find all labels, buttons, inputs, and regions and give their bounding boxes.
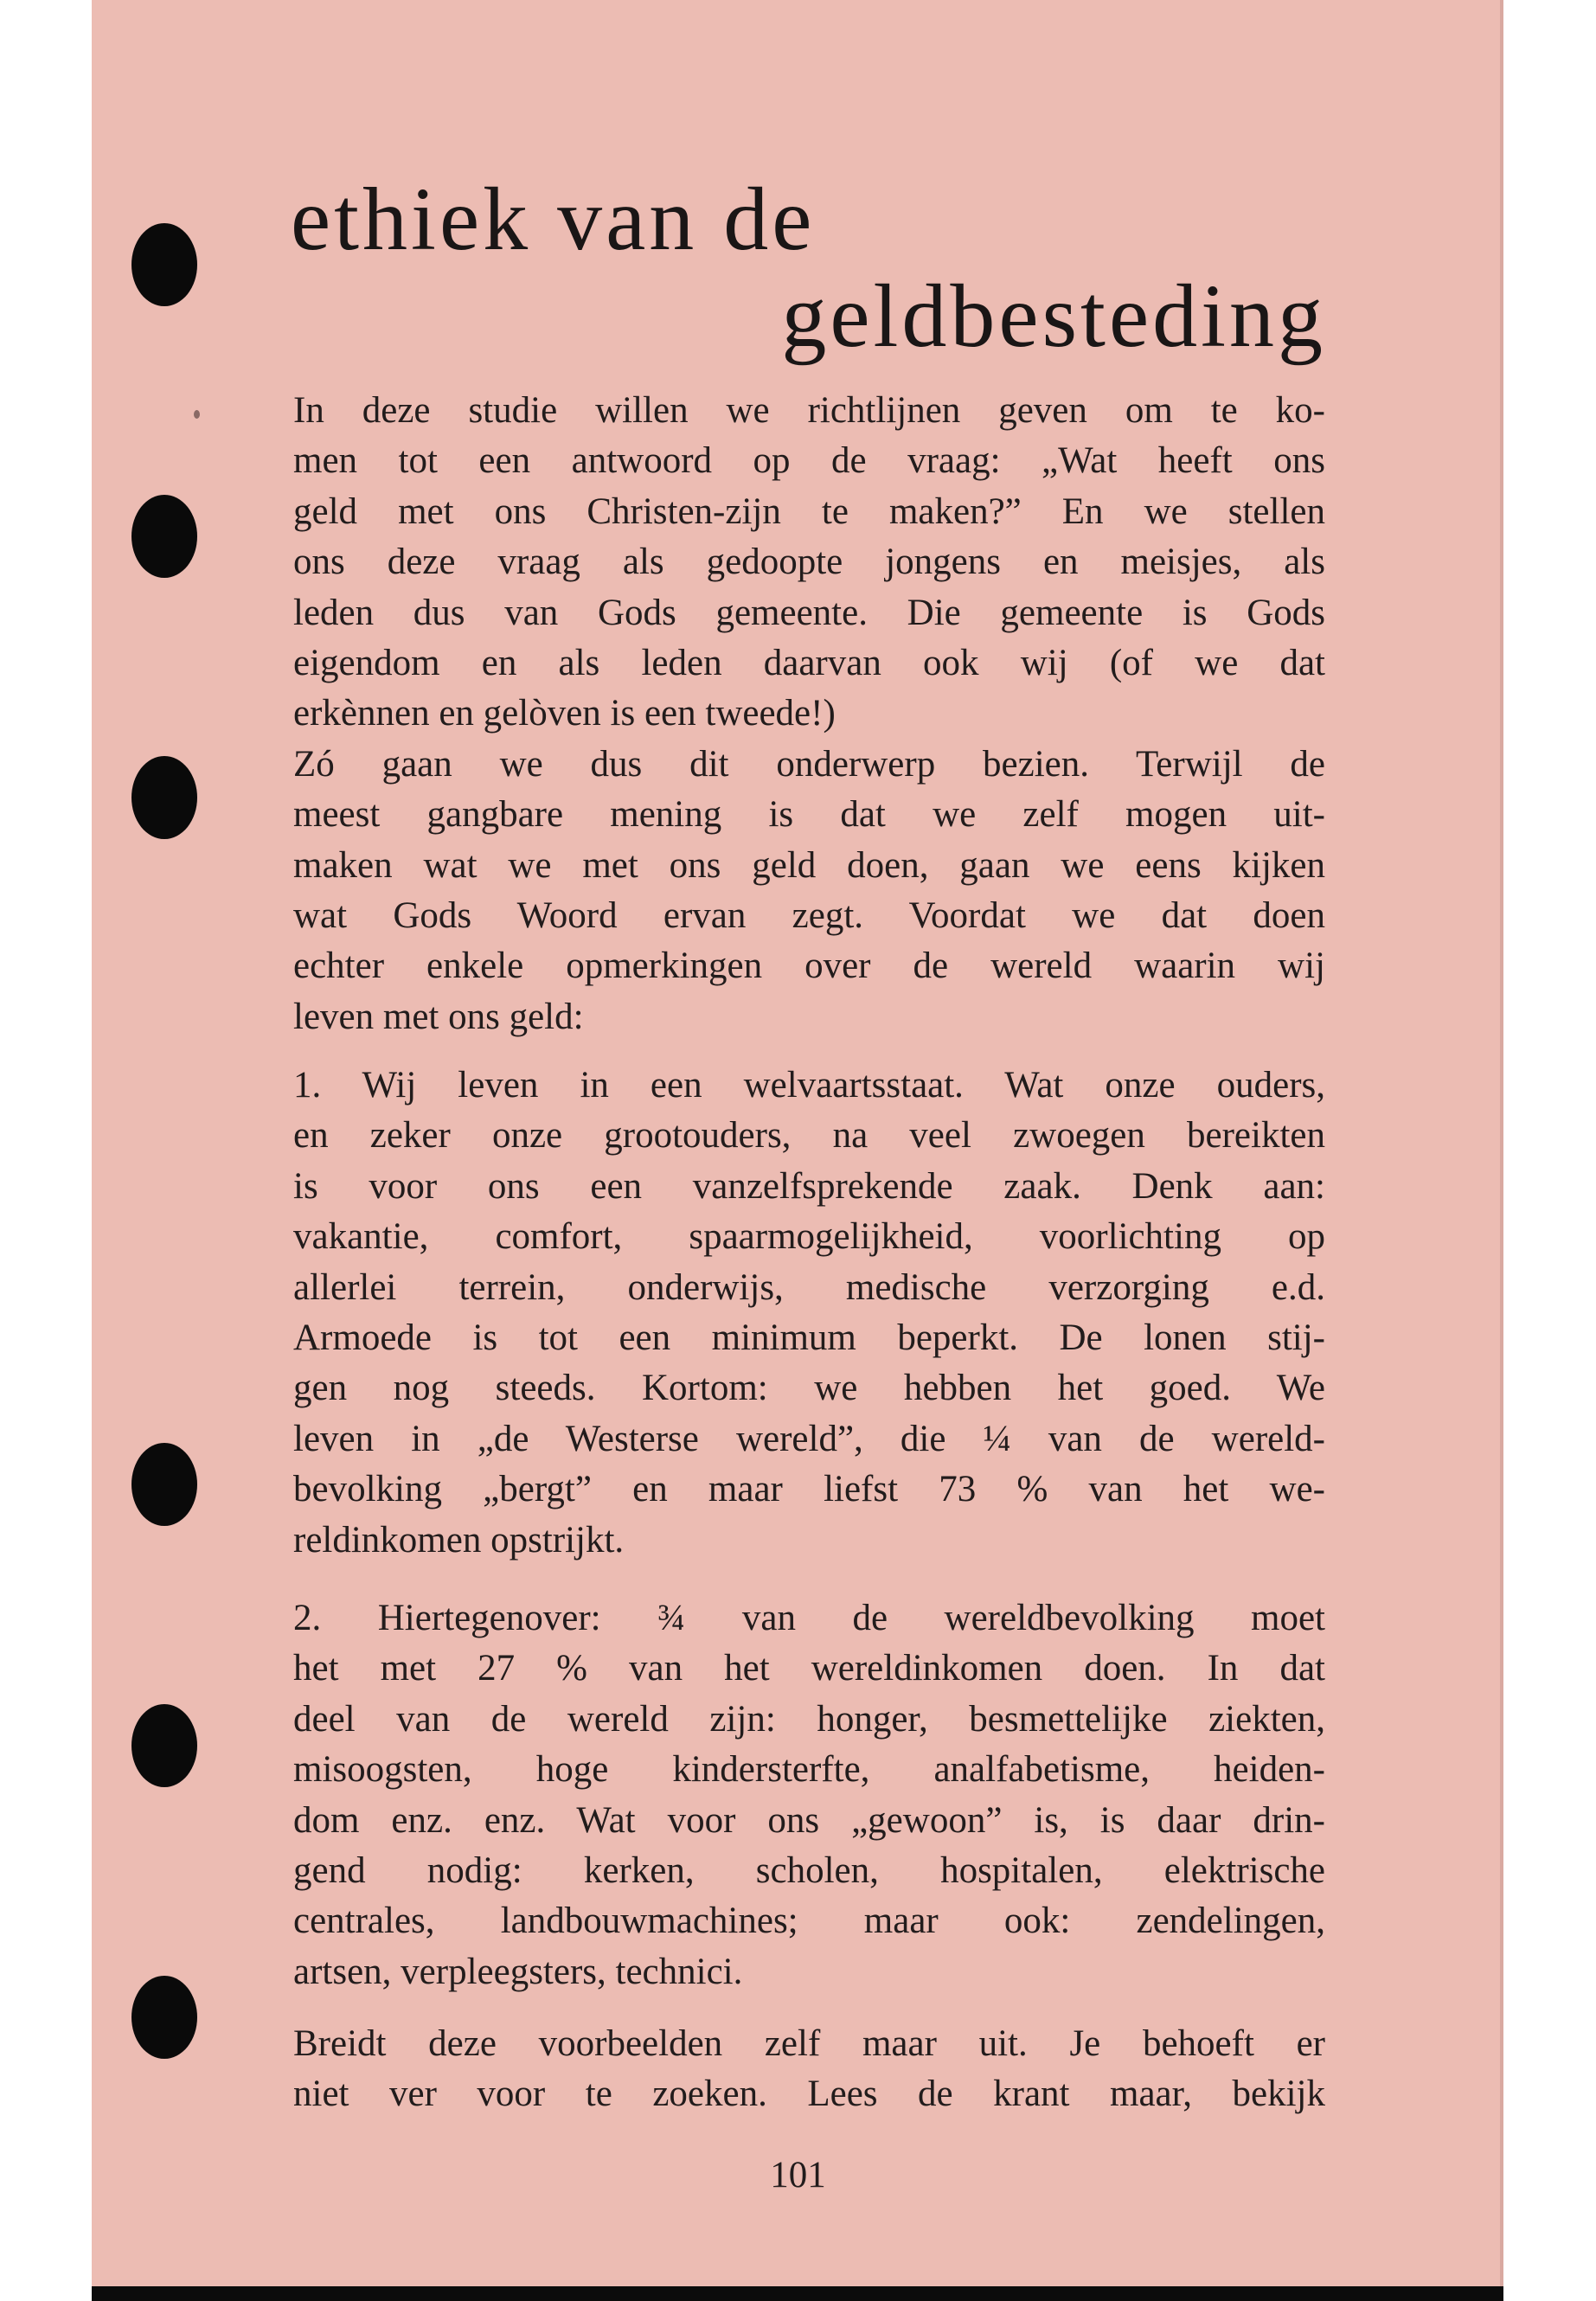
punch-hole-6 <box>131 1976 197 2059</box>
paragraph-3-line: 2. Hiertegenover: ¾ van de wereldbevolking moet <box>293 1598 1325 1638</box>
paragraph-1-line: eigendom en als leden daarvan ook wij (of we dat <box>293 643 1325 683</box>
paragraph-1-line: geld met ons Christen-zijn te maken?” En we stellen <box>293 490 1325 532</box>
scan-border <box>92 2286 1503 2301</box>
page-edge <box>1500 0 1503 2286</box>
paragraph-2-line: en zeker onze grootouders, na veel zwoegen bereikten <box>293 1115 1325 1157</box>
paragraph-4-line: niet ver voor te zoeken. Lees de krant maar, bekijk <box>293 2073 1325 2115</box>
paragraph-2-line: allerlei terrein, onderwijs, medische verzorging e.d. <box>293 1266 1325 1308</box>
paragraph-3-line: dom enz. enz. Wat voor ons „gewoon” is, is daar drin- <box>293 1799 1325 1841</box>
paragraph-2-line: bevolking „bergt” en maar liefst 73 % van het we- <box>293 1469 1325 1510</box>
paragraph-1-line: erkènnen en gelòven is een tweede!) <box>293 693 836 734</box>
paragraph-1-line: wat Gods Woord ervan zegt. Voordat we dat doen <box>293 895 1325 936</box>
paragraph-1-line: meest gangbare mening is dat we zelf mogen uit- <box>293 794 1325 836</box>
paragraph-3-line: deel van de wereld zijn: honger, besmettelijke ziekten, <box>293 1698 1325 1740</box>
paragraph-3-line: het met 27 % van het wereldinkomen doen. In dat <box>293 1648 1325 1689</box>
paragraph-2-line: 1. Wij leven in een welvaartsstaat. Wat onze ouders, <box>293 1065 1325 1106</box>
paragraph-4-line: Breidt deze voorbeelden zelf maar uit. Je behoeft er <box>293 2023 1325 2064</box>
paragraph-1-line: echter enkele opmerkingen over de wereld waarin wij <box>293 945 1325 987</box>
punch-hole-3 <box>131 756 197 839</box>
paragraph-1-line: maken wat we met ons geld doen, gaan we eens kijken <box>293 844 1325 886</box>
paragraph-3-line: gend nodig: kerken, scholen, hospitalen, elektrische <box>293 1850 1325 1891</box>
paragraph-1-line: leven met ons geld: <box>293 996 584 1037</box>
punch-hole-5 <box>131 1704 197 1787</box>
title-line-2: geldbesteding <box>781 266 1326 366</box>
paragraph-3-line: centrales, landbouwmachines; maar ook: zendelingen, <box>293 1900 1325 1942</box>
paragraph-1-line: leden dus van Gods gemeente. Die gemeente is Gods <box>293 592 1325 633</box>
paragraph-2-line: gen nog steeds. Kortom: we hebben het goed. We <box>293 1368 1325 1409</box>
title-line-1: ethiek van de <box>291 170 816 269</box>
punch-hole-1 <box>131 223 197 306</box>
paragraph-1-line: ons deze vraag als gedoopte jongens en meisjes, als <box>293 542 1325 583</box>
page-number: 101 <box>770 2155 826 2195</box>
paragraph-1-line: men tot een antwoord op de vraag: „Wat heeft ons <box>293 440 1325 482</box>
paragraph-3-line: artsen, verpleegsters, technici. <box>293 1951 743 1992</box>
paragraph-2-line: leven in „de Westerse wereld”, die ¼ van de wereld- <box>293 1418 1325 1459</box>
paragraph-2-line: Armoede is tot een minimum beperkt. De lonen stij- <box>293 1317 1325 1358</box>
paragraph-1-line: In deze studie willen we richtlijnen geven om te ko- <box>293 390 1325 431</box>
punch-hole-2 <box>131 495 197 578</box>
punch-hole-4 <box>131 1443 197 1526</box>
paragraph-2-line: reldinkomen opstrijkt. <box>293 1519 625 1561</box>
paragraph-2-line: vakantie, comfort, spaarmogelijkheid, voorlichting op <box>293 1216 1325 1258</box>
paragraph-2-line: is voor ons een vanzelfsprekende zaak. Denk aan: <box>293 1165 1325 1207</box>
paper-speck <box>194 410 200 419</box>
paragraph-1-line: Zó gaan we dus dit onderwerp bezien. Terwijl de <box>293 743 1325 785</box>
paragraph-3-line: misoogsten, hoge kindersterfte, analfabetisme, heiden- <box>293 1749 1325 1791</box>
